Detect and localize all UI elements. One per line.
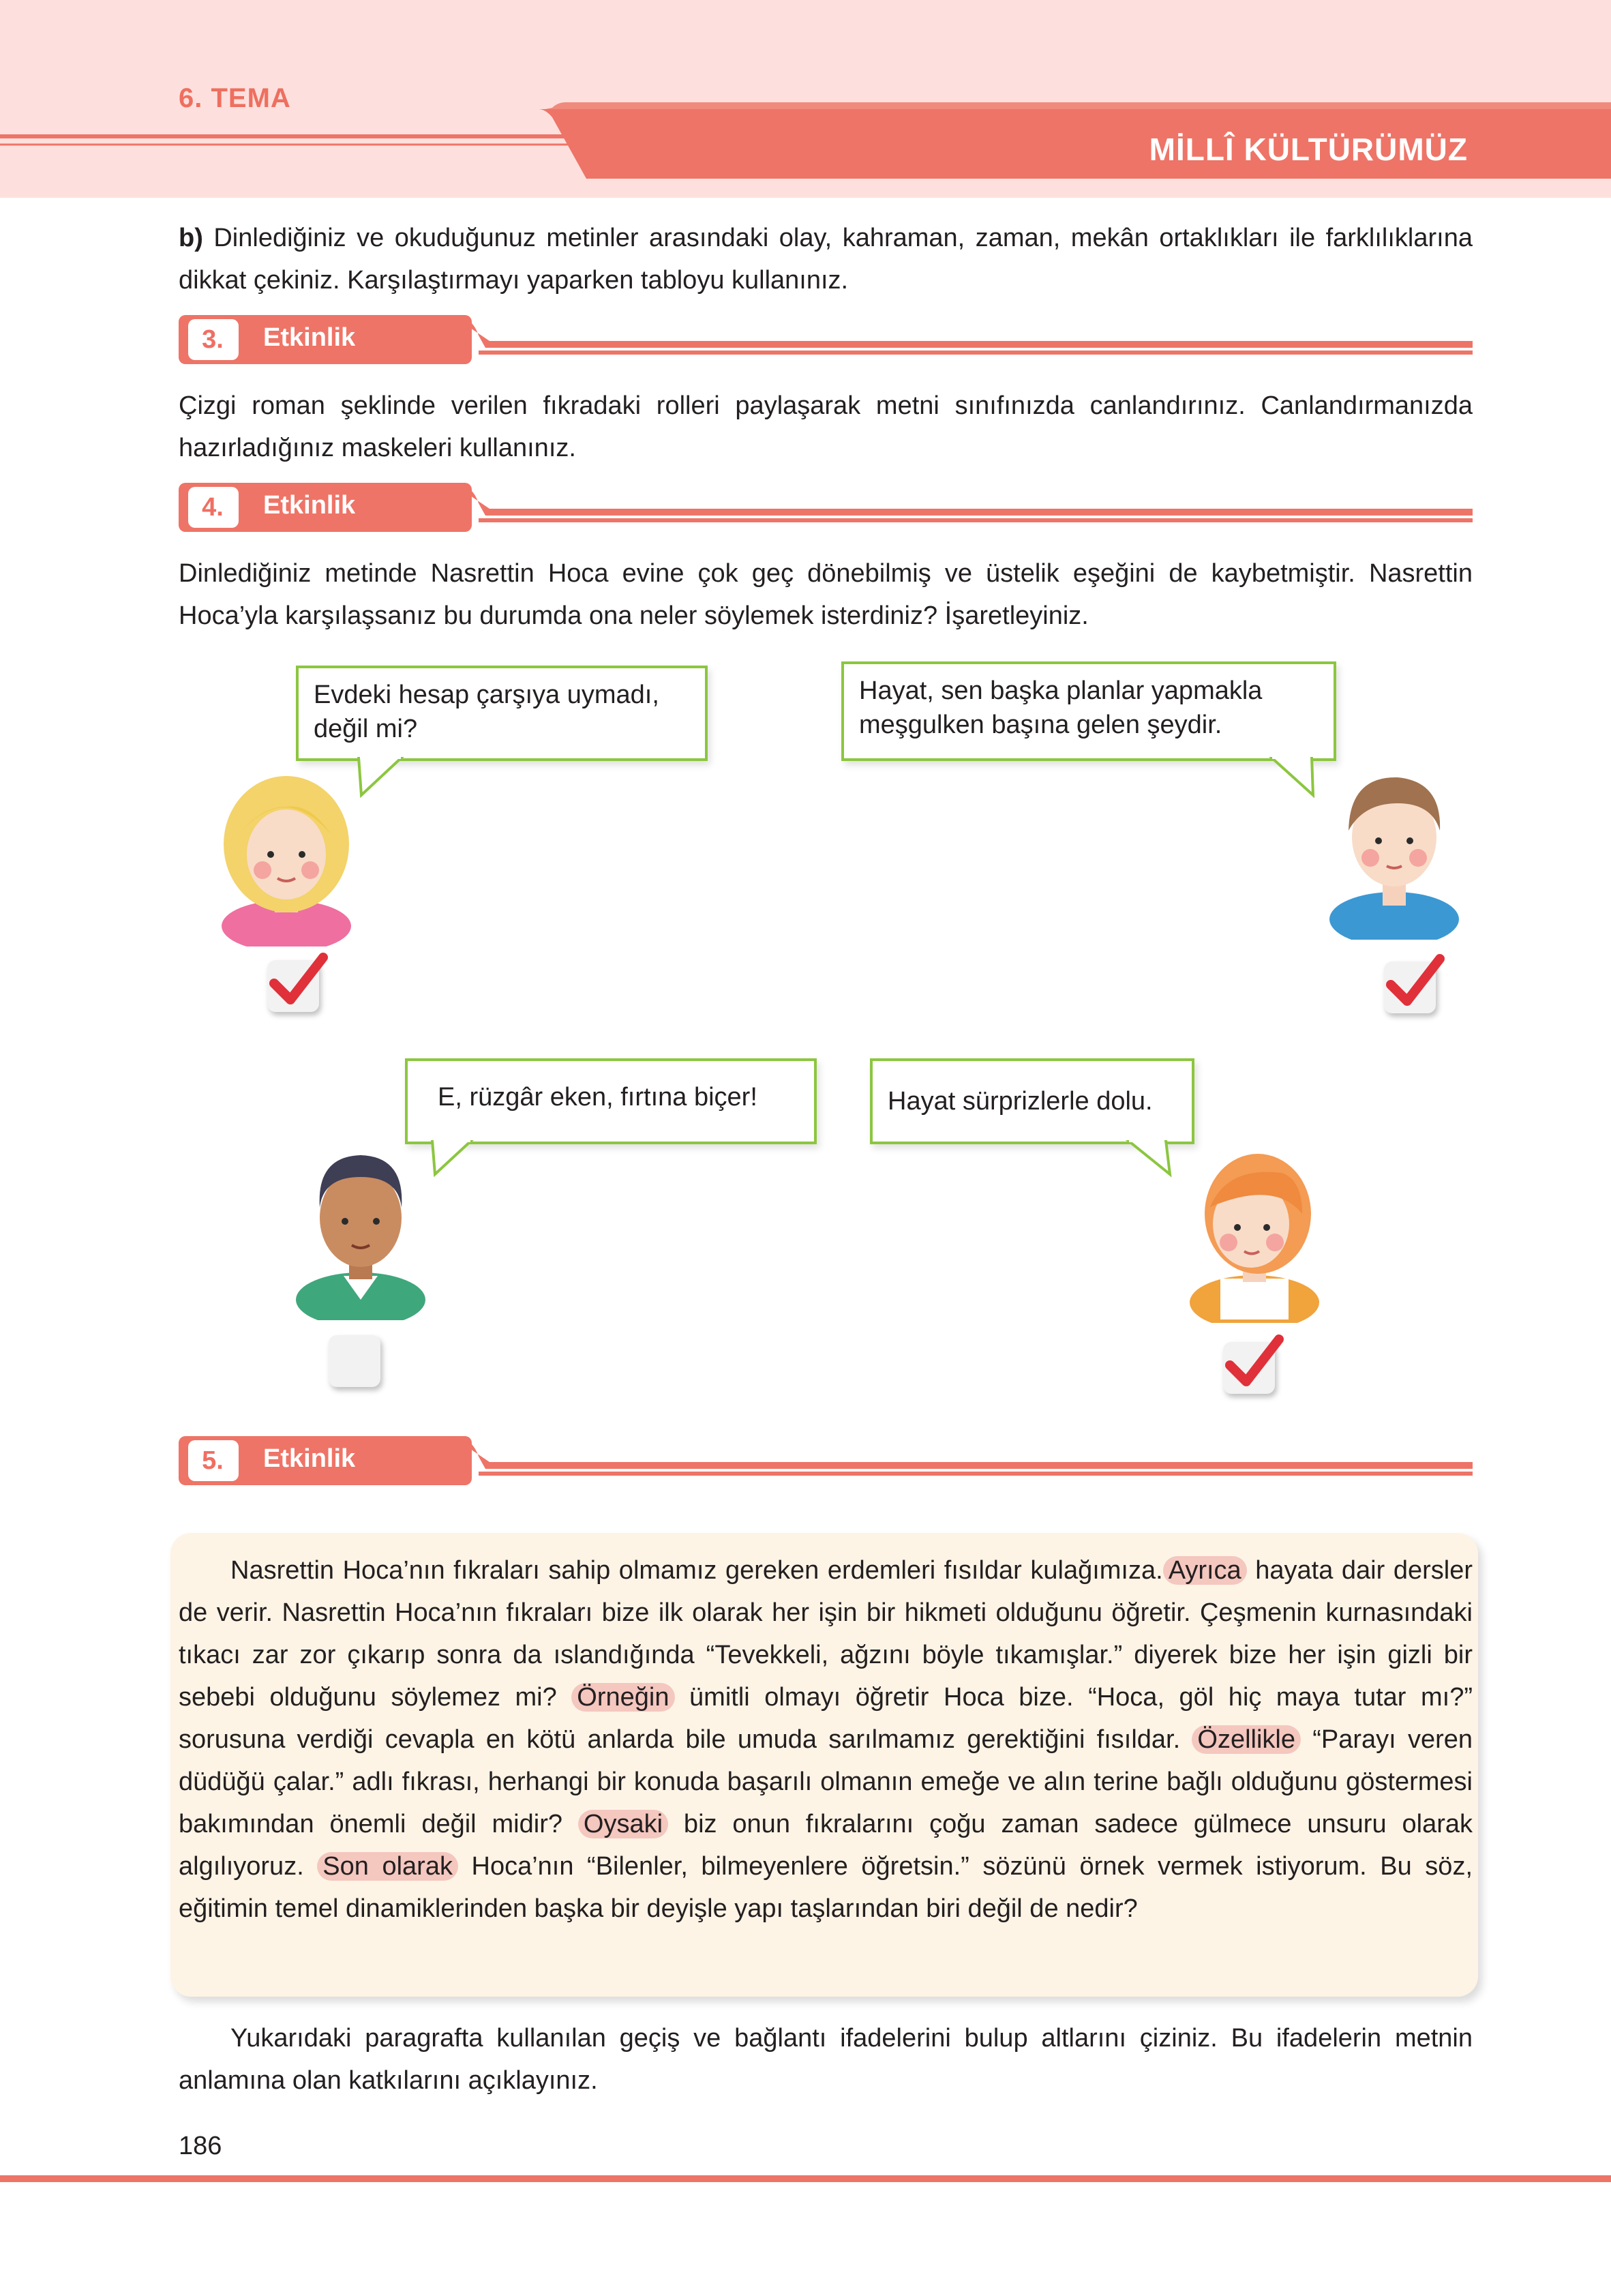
bubble-tail (1125, 1140, 1179, 1181)
activity-label: Etkinlik (263, 491, 356, 520)
passage-text: hayata dair dersler de verir. Nasrettin Hoca’nın fıkraları bize ilk olarak her işin bir hikmeti olduğunu öğretir. Çeşmenin kurnasındaki tıkacı zar zor çıkarıp sonra da ıslandığında “Tevekkeli, ağzını böyle tıkamışlar.” diyerek bize her işin gizli bir sebebi olduğunu söylemez mi? (179, 1556, 1473, 1712)
transition-word-highlight: Oysaki (578, 1810, 668, 1838)
page-number: 186 (179, 2132, 222, 2160)
boy-avatar (1323, 756, 1466, 940)
passage-text: “Parayı veren düdüğü çalar.” adlı fıkrası, herhangi bir konuda başarılı olmanın emeğe ve alın terine bağlı olduğunu göstermesi bakımından önemli değil midir? (179, 1725, 1473, 1838)
check-icon (1381, 949, 1449, 1017)
activity-number: 5. (202, 1446, 224, 1475)
girl-avatar-2 (1179, 1139, 1329, 1323)
girl-avatar (208, 769, 365, 946)
activity-3-text: Çizgi roman şeklinde verilen fıkradaki rolleri paylaşarak metni sınıfınızda canlandırınız. Canlandırmanızda hazırladığınız maskeleri kullanınız. (179, 391, 1473, 462)
section-title: MİLLÎ KÜLTÜRÜMÜZ (1149, 132, 1468, 167)
passage-text: Nasrettin Hoca’nın fıkraları sahip olmamız gereken erdemleri fısıldar kulağımıza. (230, 1556, 1163, 1585)
transition-word-highlight: Ayrıca (1163, 1556, 1247, 1585)
intro-text: Dinlediğiniz ve okuduğunuz metinler arasındaki olay, kahraman, zaman, mekân ortaklıkları ile farklılıklarına dikkat çekiniz. Karşılaştırmayı yaparken tabloyu kullanınız. (179, 224, 1473, 295)
activity-label: Etkinlik (263, 1444, 356, 1473)
speech-bubble-text: Evdeki hesap çarşıya uymadı, değil mi? (314, 681, 659, 743)
bubble-tail (1268, 757, 1323, 798)
option-3-checkbox[interactable] (329, 1335, 380, 1387)
activity-3-heading (179, 315, 1473, 370)
activity-heading-ribbon (179, 483, 1473, 537)
boy-avatar-2 (289, 1143, 432, 1320)
footer-line (0, 2175, 1611, 2182)
transition-word-highlight: Son olarak (317, 1852, 458, 1881)
speech-bubble-3 (405, 1058, 817, 1144)
reading-passage (179, 1549, 1473, 1930)
intro-label: b) (179, 224, 203, 252)
activity-5-heading (179, 1436, 1473, 1491)
passage-text: Hoca’nın “Bilenler, bilmeyenlere öğretsin.” sözünü örnek vermek istiyorum. Bu söz, eğitimin temel dinamiklerinden başka bir deyişle yapı taşlarından biri değil de nedir? (179, 1852, 1473, 1923)
speech-bubble-2 (841, 661, 1336, 761)
passage-text: biz onun fıkralarını çoğu zaman sadece gülmece unsuru olarak algılıyoruz. (179, 1810, 1473, 1881)
check-icon (1220, 1330, 1289, 1398)
passage-text: ümitli olmayı öğretir Hoca bize. “Hoca, göl hiç maya tutar mı?” sorusuna verdiği cevapla en kötü anlarda bile umuda sarılmamız gerektiğini fısıldar. (179, 1683, 1473, 1754)
activity-number: 4. (202, 492, 224, 522)
check-icon (265, 948, 333, 1016)
speech-bubble-1 (296, 666, 708, 761)
activity-4-heading (179, 483, 1473, 537)
transition-word-highlight: Örneğin (571, 1683, 674, 1712)
transition-word-highlight: Özellikle (1192, 1725, 1301, 1754)
speech-bubble-text: Hayat sürprizlerle dolu. (888, 1087, 1153, 1116)
intro-paragraph (179, 217, 1473, 301)
activity-5-question: Yukarıdaki paragrafta kullanılan geçiş ve bağlantı ifadelerini bulup altlarını çiziniz. Bu ifadelerin metnin anlamına olan katkılarını açıklayınız. (179, 2024, 1473, 2095)
activity-heading-ribbon (179, 315, 1473, 370)
activity-number: 3. (202, 325, 224, 354)
speech-bubble-4 (870, 1058, 1194, 1144)
activity-label: Etkinlik (263, 323, 356, 352)
speech-bubble-text: Hayat, sen başka planlar yapmakla meşgulken başına gelen şeydir. (859, 676, 1263, 739)
theme-label: 6. TEMA (179, 83, 291, 113)
activity-4-text: Dinlediğiniz metinde Nasrettin Hoca evine çok geç dönebilmiş ve üstelik eşeğini de kaybetmiştir. Nasrettin Hoca’yla karşılaşsanız bu durumda ona neler söylemek isterdiniz? İşaretleyiniz. (179, 559, 1473, 630)
speech-bubble-text: E, rüzgâr eken, fırtına biçer! (438, 1083, 757, 1112)
activity-heading-ribbon (179, 1436, 1473, 1491)
bubble-tail (428, 1140, 483, 1181)
